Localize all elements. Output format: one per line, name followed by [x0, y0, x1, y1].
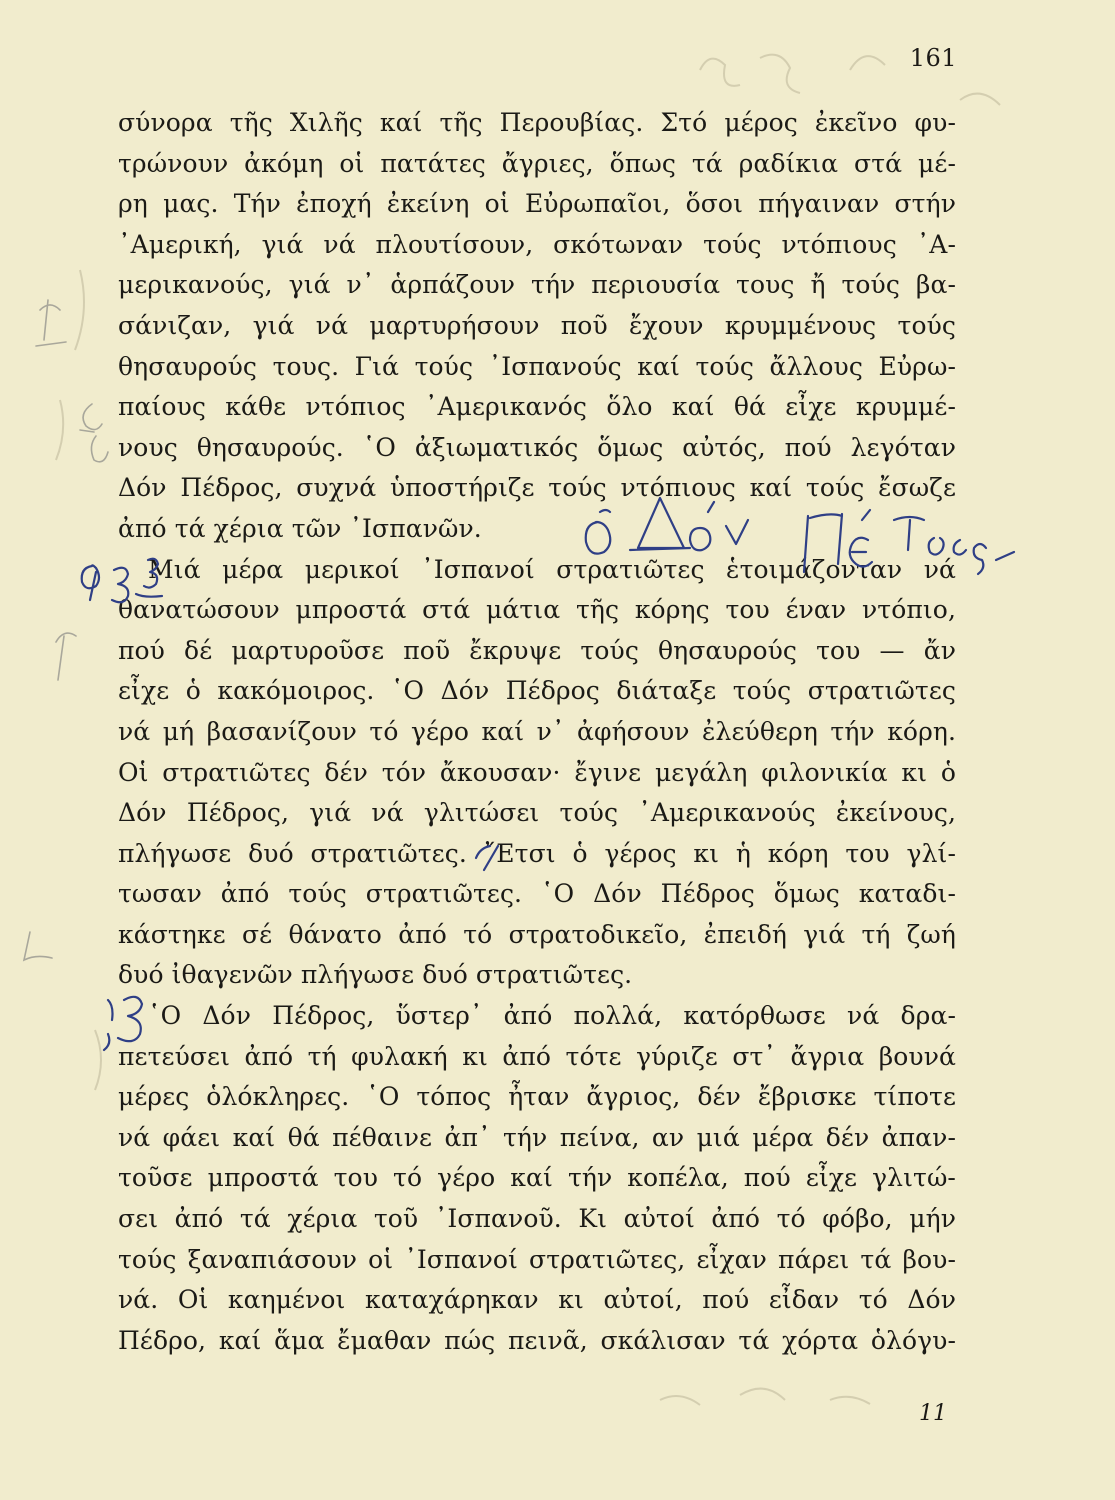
- text-line: σύνορα τῆς Χιλῆς καί τῆς Περουβίας. Στό μέρος ἐκεῖνο φυ-: [118, 108, 956, 137]
- text-line: μερικανούς, γιά ν᾿ ἁρπάζουν τήν περιουσία τους ἤ τούς βα-: [118, 270, 956, 300]
- text-line: ρη μας. Τήν ἐποχή ἐκείνη οἱ Εὐρωπαῖοι, ὅσοι πήγαιναν στήν: [118, 189, 956, 219]
- text-line: νά μή βασανίζουν τό γέρο καί ν᾿ ἀφήσουν ἐλεύθερη τήν κόρη.: [118, 716, 956, 746]
- text-line: πλήγωσε δυό στρατιῶτες. ῎Ετσι ὁ γέρος κι ἡ κόρη του γλί-: [118, 838, 956, 868]
- text-line: Δόν Πέδρος, γιά νά γλιτώσει τούς ᾿Αμερικανούς ἐκείνους,: [118, 798, 956, 828]
- text-line: εἶχε ὁ κακόμοιρος. ῾Ο Δόν Πέδρος διάταξε τούς στρατιῶτες: [118, 676, 956, 706]
- text-line: παίους κάθε ντόπιος ᾿Αμερικανός ὅλο καί θά εἶχε κρυμμέ-: [118, 392, 956, 422]
- text-line: τωσαν ἀπό τούς στρατιῶτες. ῾Ο Δόν Πέδρος ὅμως καταδι-: [118, 879, 956, 909]
- text-line: νους θησαυρούς. ῾Ο ἀξιωματικός ὅμως αὐτός, πού λεγόταν: [118, 432, 956, 462]
- text-line: νά. Οἱ καημένοι καταχάρηκαν κι αὐτοί, πού εἶδαν τό Δόν: [118, 1285, 956, 1315]
- body-text: [118, 103, 956, 1361]
- text-line: τοῦσε μπροστά του τό γέρο καί τήν κοπέλα, πού εἶχε γλιτώ-: [118, 1163, 956, 1193]
- text-line: Μιά μέρα μερικοί ᾿Ισπανοί στρατιῶτες ἑτοιμάζονταν νά: [148, 554, 956, 584]
- text-line: νά φάει καί θά πέθαινε ἀπ᾿ τήν πείνα, αν μιά μέρα δέν ἀπαν-: [118, 1122, 956, 1152]
- text-line: πού δέ μαρτυροῦσε ποῦ ἔκρυψε τούς θησαυρούς του — ἄν: [118, 635, 956, 665]
- text-line: Οἱ στρατιῶτες δέν τόν ἄκουσαν· ἔγινε μεγάλη φιλονικία κι ὁ: [118, 757, 956, 787]
- text-line: κάστηκε σέ θάνατο ἀπό τό στρατοδικεῖο, ἐπειδή γιά τή ζωή: [118, 919, 956, 949]
- text-line: τρώνουν ἀκόμη οἱ πατάτες ἄγριες, ὅπως τά ραδίκια στά μέ-: [118, 148, 956, 178]
- text-line: ῾Ο Δόν Πέδρος, ὕστερ᾿ ἀπό πολλά, κατόρθωσε νά δρα-: [148, 1001, 956, 1031]
- text-line: θησαυρούς τους. Γιά τούς ᾿Ισπανούς καί τούς ἄλλους Εὐρω-: [118, 351, 956, 381]
- signature-mark: 11: [919, 1401, 947, 1426]
- text-line: δυό ἰθαγενῶν πλήγωσε δυό στρατιῶτες.: [118, 960, 633, 990]
- text-line: πετεύσει ἀπό τή φυλακή κι ἀπό τότε γύριζε στ᾿ ἄγρια βουνά: [118, 1041, 956, 1071]
- page-number: 161: [909, 44, 957, 72]
- text-line: Δόν Πέδρος, συχνά ὑποστήριζε τούς ντόπιους καί τούς ἔσωζε: [118, 473, 956, 503]
- text-line: ᾿Αμερική, γιά νά πλουτίσουν, σκότωναν τούς ντόπιους ᾿Α-: [118, 229, 956, 259]
- text-line: μέρες ὁλόκληρες. ῾Ο τόπος ἦταν ἄγριος, δέν ἔβρισκε τίποτε: [118, 1082, 956, 1112]
- text-line: θανατώσουν μπροστά στά μάτια τῆς κόρης του έναν ντόπιο,: [118, 595, 956, 625]
- text-line: σάνιζαν, γιά νά μαρτυρήσουν ποῦ ἔχουν κρυμμένους τούς: [118, 310, 956, 340]
- text-line: ἀπό τά χέρια τῶν ᾿Ισπανῶν.: [118, 513, 482, 543]
- text-line: τούς ξαναπιάσουν οἱ ᾿Ισπανοί στρατιῶτες, εἶχαν πάρει τά βου-: [118, 1244, 956, 1274]
- text-line: Πέδρο, καί ἅμα ἔμαθαν πώς πεινᾶ, σκάλισαν τά χόρτα ὁλόγυ-: [118, 1325, 956, 1355]
- text-line: σει ἀπό τά χέρια τοῦ ᾿Ισπανοῦ. Κι αὐτοί ἀπό τό φόβο, μήν: [118, 1204, 956, 1234]
